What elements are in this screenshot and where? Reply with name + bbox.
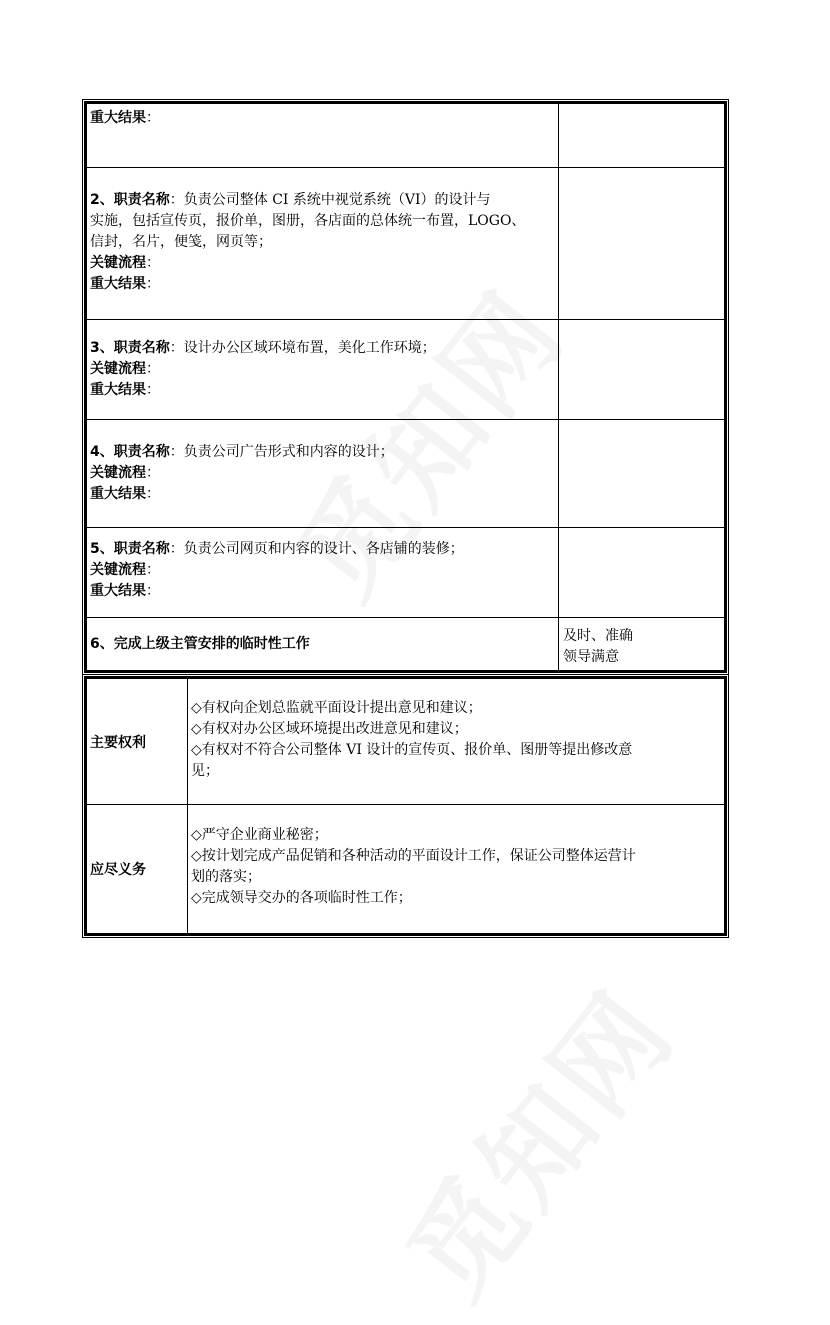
- duties-content: [188, 805, 724, 933]
- table-row: [87, 805, 724, 933]
- rights-table: [84, 676, 727, 936]
- list-item: 划的落实；: [191, 869, 261, 885]
- duty-title-label: 5、职责名称: [90, 541, 170, 557]
- duty-cell: 3、职责名称：设计办公区域环境布置，美化工作环境； 关键流程： 重大结果：: [87, 320, 559, 419]
- duty-cell: 重大结果：: [87, 104, 559, 167]
- table-row: [87, 679, 724, 805]
- table-row: [87, 320, 724, 420]
- duty-title-label: 4、职责名称: [90, 444, 170, 460]
- rights-content: [188, 679, 724, 804]
- result-cell: [559, 168, 724, 319]
- key-process-label: 关键流程: [90, 465, 146, 481]
- table-row: [87, 528, 724, 618]
- table-row: [87, 420, 724, 528]
- result-text: 领导满意: [563, 649, 619, 665]
- list-item: ◇完成领导交办的各项临时性工作；: [191, 890, 412, 906]
- major-result-label: 重大结果: [90, 276, 146, 292]
- major-result-label: 重大结果: [90, 486, 146, 502]
- key-process-label: 关键流程: [90, 361, 146, 377]
- result-cell: [559, 528, 724, 617]
- duty-cell: 4、职责名称：负责公司广告形式和内容的设计； 关键流程： 重大结果：: [87, 420, 559, 527]
- key-process-label: 关键流程: [90, 255, 146, 271]
- list-item: ◇有权向企划总监就平面设计提出意见和建议；: [191, 700, 482, 716]
- duties-label: 应尽义务: [87, 805, 188, 933]
- table-row: [87, 104, 724, 168]
- duty-cell: [87, 618, 559, 670]
- list-item: ◇严守企业商业秘密；: [191, 827, 328, 843]
- result-text: 及时、准确: [563, 628, 633, 644]
- result-cell: [559, 104, 724, 167]
- major-result-label: 重大结果: [90, 382, 146, 398]
- table-row: [87, 168, 724, 320]
- duty-cell: 2、职责名称：负责公司整体 CI 系统中视觉系统（VI）的设计与 实施，包括宣传页，报价单，图册，各店面的总体统一布置，LOGO、 信封，名片，便笺，网页等； 关键流程： 重大结果：: [87, 168, 559, 319]
- major-result-label: 重大结果: [90, 583, 146, 599]
- duty-table: [84, 101, 727, 673]
- duty-cell: 5、职责名称：负责公司网页和内容的设计、各店铺的装修； 关键流程： 重大结果：: [87, 528, 559, 617]
- duty-title-label: 6、完成上级主管安排的临时性工作: [90, 635, 310, 652]
- result-cell: [559, 420, 724, 527]
- result-cell: [559, 618, 724, 670]
- major-result-label: 重大结果: [90, 110, 146, 126]
- list-item: ◇按计划完成产品促销和各种活动的平面设计工作，保证公司整体运营计: [191, 848, 636, 864]
- duty-title-label: 2、职责名称: [90, 192, 170, 208]
- list-item: 见；: [191, 763, 219, 779]
- duty-title-label: 3、职责名称: [90, 340, 170, 356]
- rights-label: 主要权利: [87, 679, 188, 804]
- watermark: [365, 953, 704, 1325]
- result-cell: [559, 320, 724, 419]
- list-item: ◇有权对不符合公司整体 VI 设计的宣传页、报价单、图册等提出修改意: [191, 742, 633, 758]
- list-item: ◇有权对办公区域环境提出改进意见和建议；: [191, 721, 468, 737]
- key-process-label: 关键流程: [90, 562, 146, 578]
- table-row: [87, 618, 724, 670]
